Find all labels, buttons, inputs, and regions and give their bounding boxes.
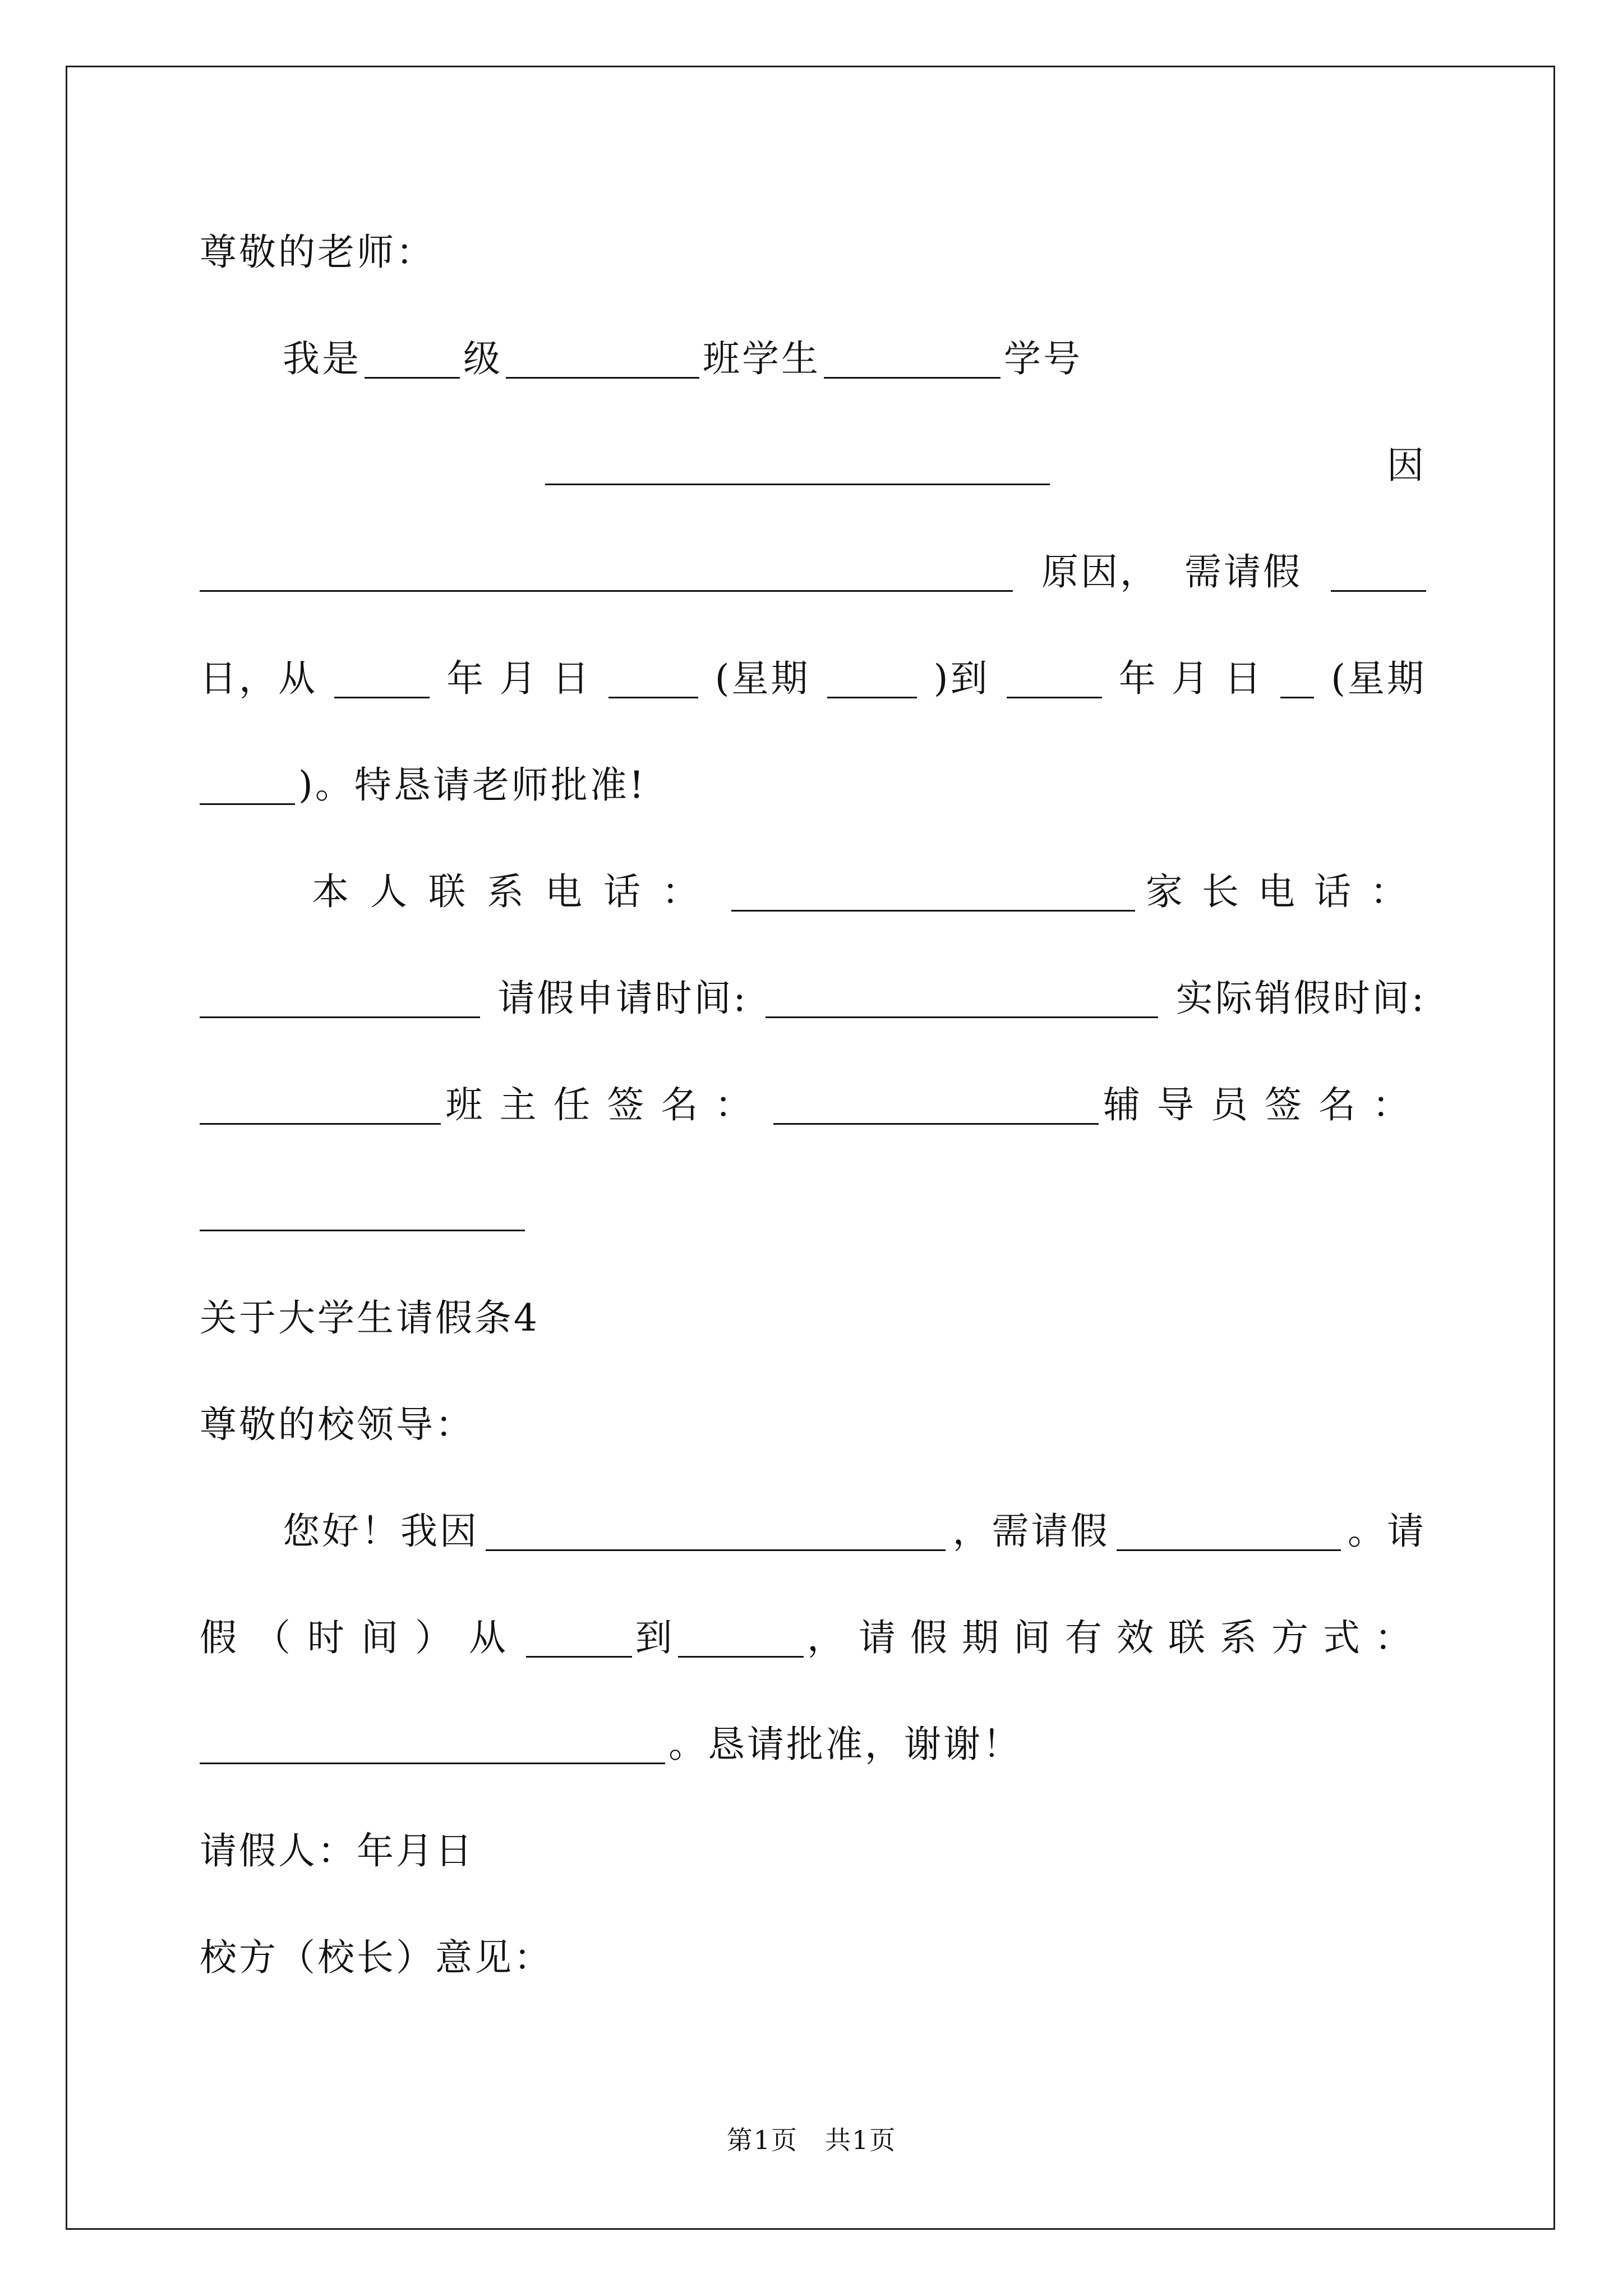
applicant-line: 请假人：年月日 (200, 1829, 474, 1872)
blank-end-day[interactable] (1280, 660, 1314, 698)
text-segment: ，需请假 (952, 1510, 1110, 1553)
letter1-line-5 (200, 754, 1426, 816)
letter1-salutation (200, 222, 1426, 283)
blank-student-id[interactable] (824, 340, 1000, 379)
text-segment: 到 (635, 1616, 675, 1659)
page-footer: 第1页 共1页 (726, 2125, 897, 2155)
text-segment: 学号 (1004, 337, 1082, 380)
blank-grade[interactable] (365, 340, 460, 379)
text-segment: 因 (1387, 444, 1426, 487)
school-opinion-label: 校方（校长）意见： (200, 1936, 553, 1979)
letter1-line-9 (200, 1181, 1426, 1243)
text-segment: 月 (1171, 657, 1211, 700)
text-segment: 级 (463, 337, 502, 380)
text-segment: 您好！我因 (283, 1510, 479, 1553)
text-segment: 日 (552, 657, 592, 700)
blank-leave-duration[interactable] (1117, 1512, 1341, 1551)
letter1-line-8 (200, 1074, 1426, 1136)
letter1-line-3 (200, 541, 1426, 603)
salutation-text: 尊敬的校领导： (200, 1403, 474, 1446)
text-segment: (星期 (714, 657, 810, 700)
self-phone-label: 本人联系电话： (312, 870, 720, 913)
letter1-line-7 (200, 968, 1426, 1029)
cancel-time-label: 实际销假时间: (1175, 977, 1426, 1020)
blank-to-time[interactable] (678, 1619, 804, 1658)
text-segment: 。请 (1348, 1510, 1426, 1553)
text-segment: ，请假期间有效联系方式： (807, 1616, 1426, 1659)
letter2-line-2 (200, 1607, 1426, 1669)
text-segment: 年 (1118, 657, 1158, 700)
apply-time-label: 请假申请时间: (497, 977, 748, 1020)
text-segment: 我是 (283, 337, 361, 380)
text-segment: )到 (933, 657, 990, 700)
text-segment: )。特恳请老师批准! (298, 763, 647, 807)
text-segment: 。恳请批准，谢谢！ (668, 1723, 1022, 1766)
blank-name[interactable] (545, 447, 1050, 485)
letter1-line-4 (200, 648, 1426, 710)
text-segment: 假（时间）从 (200, 1616, 523, 1659)
letter2-title (200, 1287, 1426, 1349)
text-segment: 月 (499, 657, 539, 700)
blank-self-phone[interactable] (731, 873, 1135, 912)
text-segment: 日，从 (200, 657, 317, 700)
letter2-line-1 (200, 1501, 1426, 1562)
blank-end-weekday[interactable] (200, 766, 295, 805)
letter2-applicant (200, 1820, 1426, 1882)
blank-leave-reason[interactable] (486, 1512, 946, 1551)
letter2-school-opinion (200, 1927, 1426, 1989)
blank-reason[interactable] (200, 553, 1013, 592)
text-segment: 班学生 (703, 337, 820, 380)
section-title: 关于大学生请假条4 (200, 1296, 540, 1340)
blank-parent-phone[interactable] (200, 979, 480, 1018)
parent-phone-label: 家长电话： (1146, 870, 1426, 913)
head-teacher-label: 班主任签名： (445, 1083, 769, 1126)
blank-end-year[interactable] (1007, 660, 1102, 698)
letter1-line-6 (200, 861, 1426, 923)
salutation-text: 尊敬的老师： (200, 231, 435, 274)
blank-start-weekday[interactable] (827, 660, 917, 698)
blank-start-year[interactable] (334, 660, 430, 698)
blank-apply-time[interactable] (766, 979, 1158, 1018)
blank-class[interactable] (506, 340, 699, 379)
blank-from-time[interactable] (526, 1619, 632, 1658)
counselor-label: 辅导员签名： (1103, 1083, 1426, 1126)
page-frame (66, 66, 1555, 2230)
text-segment: 原因， (1041, 550, 1159, 593)
blank-days[interactable] (1331, 553, 1426, 592)
text-segment: 日 (1224, 657, 1264, 700)
text-segment: 需请假 (1184, 550, 1302, 593)
letter2-salutation (200, 1394, 1426, 1456)
text-segment: 年 (446, 657, 486, 700)
blank-start-day[interactable] (608, 660, 698, 698)
blank-cancel-time[interactable] (200, 1086, 441, 1125)
text-segment: (星期 (1331, 657, 1426, 700)
letter1-line-1 (200, 328, 1426, 390)
letter1-line-2 (200, 435, 1426, 496)
blank-head-teacher-signature[interactable] (773, 1086, 1099, 1125)
letter2-line-3 (200, 1714, 1426, 1775)
blank-counselor-signature[interactable] (200, 1193, 525, 1231)
blank-contact-method[interactable] (200, 1726, 665, 1764)
